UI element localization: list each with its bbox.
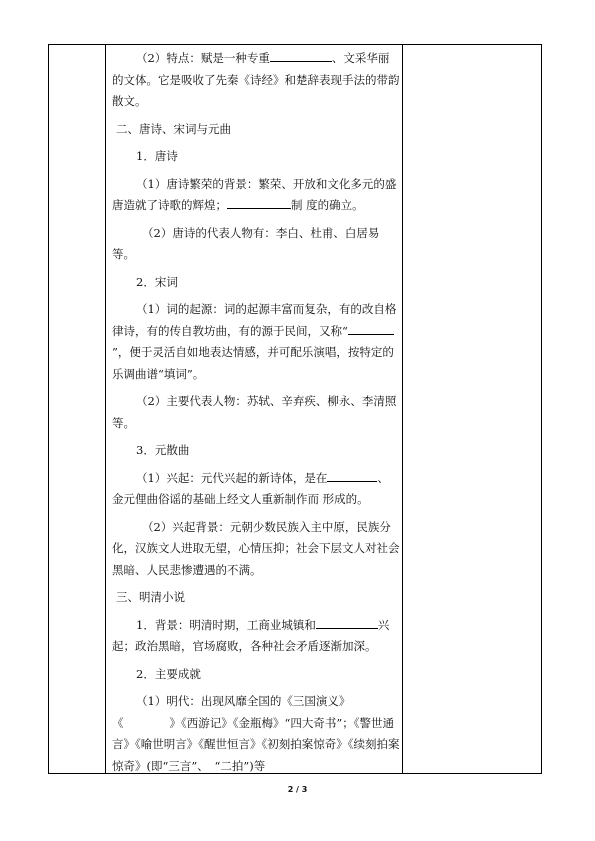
text: 1．背景：明清时期，工商业城镇和 [136, 617, 316, 632]
section-heading-2: 二、唐诗、宋词与元曲 [116, 121, 231, 136]
fill-blank [227, 196, 291, 209]
fill-blank [316, 616, 378, 629]
fill-blank [270, 49, 332, 62]
paragraph-qu-background: （2）兴起背景：元朝少数民族入主中原，民族分化，汉族文人进取无望，心情压抑；社会下层文人对社会黑暗、人民悲惨遭遇的不满。 [112, 519, 400, 577]
text: （1）唐诗繁荣的背景：繁荣、开放和文化多元的盛唐造就了诗歌的辉煌； [112, 176, 397, 212]
paragraph-qu-rise [112, 468, 400, 511]
paragraph-tang-background [112, 174, 400, 217]
paragraph-ming-qing-background [112, 615, 400, 658]
text: 制 度的确立。 [291, 198, 364, 212]
text: 、金元俚曲俗谣的基础上经文人重新制作而 形成的。 [112, 470, 389, 506]
paragraph-ci-origin [112, 299, 400, 385]
table-column-divider-right [402, 45, 403, 773]
paragraph-tang-poets: （2）唐诗的代表人物有：李白、杜甫、白居易等。 [112, 225, 380, 261]
paragraph-ming-novels: （1）明代：出现风靡全国的《三国演义》《 》《西游记》《金瓶梅》“四大奇书”；《警世通言》《喻世明言》《醒世恒言》《初刻拍案惊奇》《续刻拍案惊奇》(即“三言”、 “二拍”)等 [112, 694, 400, 773]
subheading-yuan-qu: 3．元散曲 [136, 443, 190, 457]
page-number: 2 / 3 [287, 785, 308, 794]
text: （1）兴起：元代兴起的新诗体，是在 [136, 470, 328, 485]
paragraph-fu-feature [112, 48, 400, 113]
section-heading-3: 三、明清小说 [116, 590, 185, 604]
table-column-divider-left [105, 45, 106, 773]
fill-blank [327, 469, 377, 482]
lesson-content [112, 48, 400, 779]
text: （2）特点：赋是一种专重 [136, 51, 270, 65]
paragraph-ci-poets: （2）主要代表人物：苏轼、辛弃疾、柳永、李清照等。 [112, 394, 397, 430]
subheading-achievements: 2．主要成就 [136, 666, 201, 681]
subheading-tang-poetry: 1．唐诗 [136, 149, 178, 163]
subheading-song-ci: 2．宋词 [136, 274, 178, 289]
fill-blank [348, 322, 394, 335]
text: 兴起；政治黑暗，官场腐败，各种社会矛盾逐渐加深。 [112, 617, 390, 653]
text: ”，便于灵活自如地表达情感，并可配乐演唱，按特定的乐调曲谱“填词”。 [112, 345, 394, 381]
text: 、文采华丽的文体。它是吸收了先秦《诗经》和楚辞表现手法的带韵散文。 [112, 51, 400, 108]
text: （1）词的起源：词的起源丰富而复杂，有的改自格律诗，有的传自教坊曲，有的源于民间，又称“ [112, 302, 397, 338]
